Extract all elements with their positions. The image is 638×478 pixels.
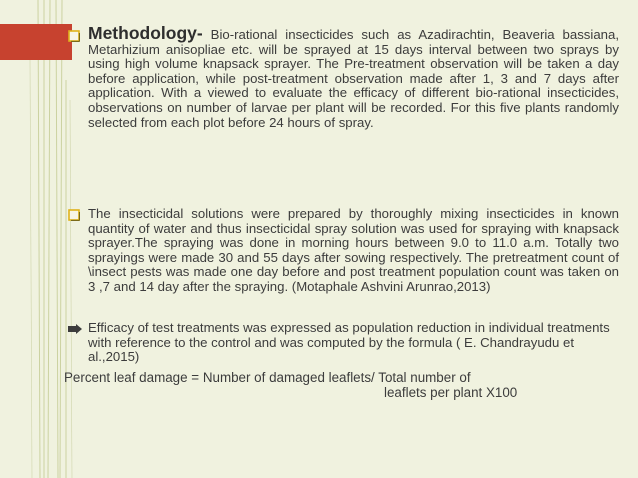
- efficacy-paragraph: [68, 321, 619, 365]
- methodology-heading: Methodology-: [88, 23, 203, 43]
- spray-procedure-text: The insecticidal solutions were prepared by thoroughly mixing insecticides in known quantity of water and thus insecticidal spray solution was used for spraying with knapsack sprayer.The spraying was done in morning hours between 9.0 to 11.0 a.m. Totally two sprayings were made 30 and 55 days after sowing respectively. The pretreatment count of \insect pests was made one day before and post treatment population count was taken on 3 ,7 and 14 day after the spraying. (Motaphale Ashvini Arunrao,2013): [88, 206, 619, 294]
- formula-line-1: Percent leaf damage = Number of damaged leaflets/ Total number of: [64, 370, 471, 385]
- formula-block: [64, 370, 624, 400]
- checkbox-bullet-icon: [68, 30, 80, 42]
- checkbox-bullet-icon: [68, 209, 80, 221]
- spray-procedure-paragraph: [68, 207, 619, 295]
- methodology-text: Bio-rational insecticides such as Azadirachtin, Beaveria bassiana, Metarhizium anisopliae etc. will be sprayed at 15 days interval between two sprays by using high volume knapsack sprayer. The Pre-treatment observation will be taken a day before application, while post-treatment observation made after 1, 3 and 7 days after application. With a viewed to evaluate the efficacy of different bio-rational insecticides, observations on number of larvae per plant will be recorded. For this five plants randomly selected from each plot before 24 hours of spray.: [88, 27, 619, 130]
- efficacy-text: Efficacy of test treatments was expressed as population reduction in individual treatments with reference to the control and was computed by the formula ( E. Chandrayudu et al.,2015): [88, 320, 610, 365]
- arrow-bullet-icon: [68, 324, 82, 334]
- methodology-paragraph: [68, 23, 619, 130]
- red-accent-tab: [0, 24, 72, 60]
- formula-line-2: leaflets per plant X100: [384, 385, 518, 400]
